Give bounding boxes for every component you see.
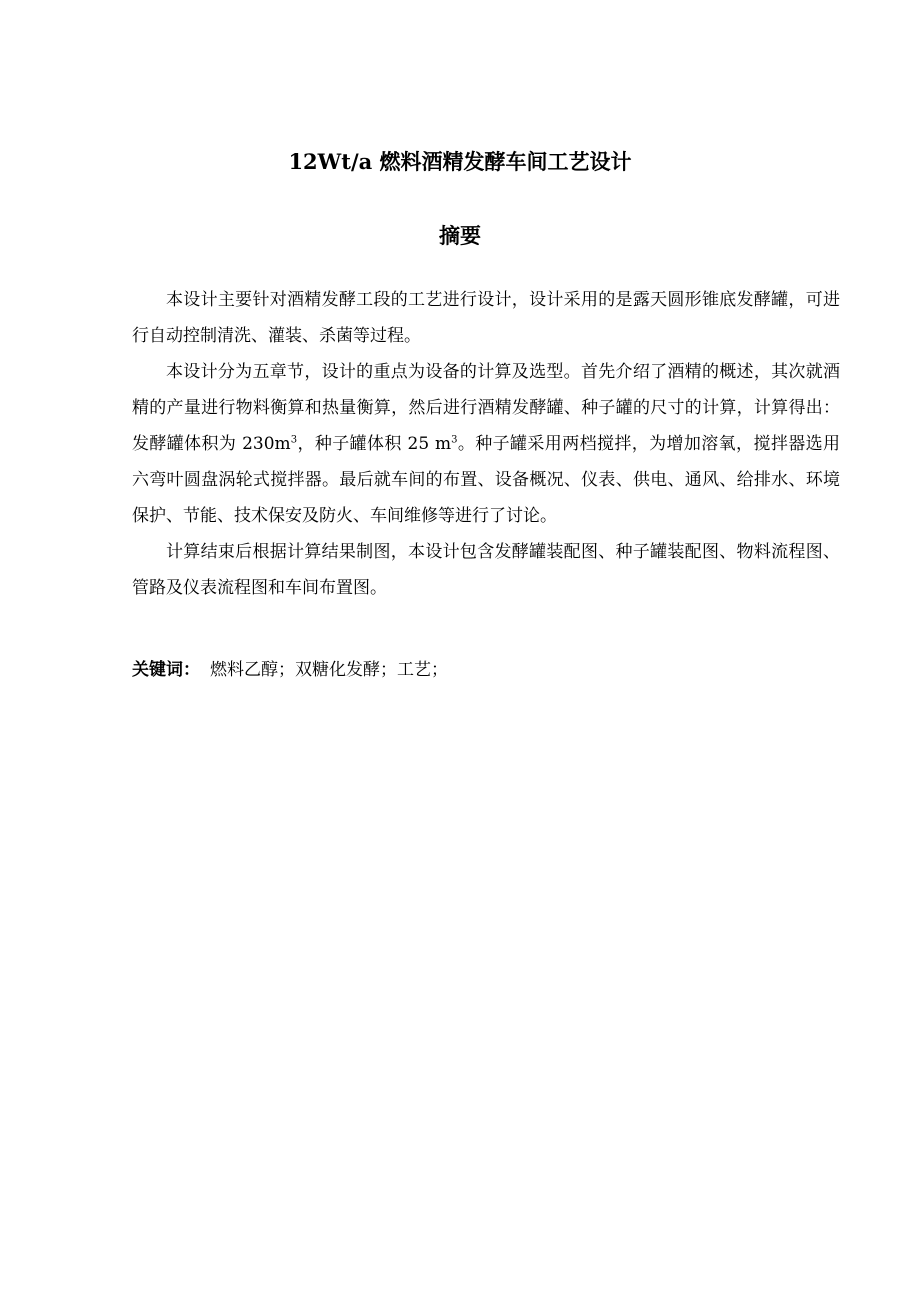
- paragraph-2-text-c: 。种子罐采用两档搅拌，为增加溶氧，搅拌器选用六弯叶圆盘涡轮式搅拌器。最后就车间的布置、设备概况、仪表、供电、通风、给排水、环境保护、节能、技术保安及防火、车间维修等进行了讨论。: [132, 434, 840, 526]
- abstract-body: [132, 282, 840, 606]
- abstract-paragraph-3: 计算结束后根据计算结果制图，本设计包含发酵罐装配图、种子罐装配图、物料流程图、管路及仪表流程图和车间布置图。: [132, 542, 840, 598]
- keywords-line: [132, 656, 840, 684]
- paragraph-2-text-a: 本设计分为五章节，设计的重点为设备的计算及选型。首先介绍了酒精的概述，其次就酒精的产量进行物料衡算和热量衡算，然后进行酒精发酵罐、种子罐的尺寸的计算，计算得出：发酵罐体积为 230m: [132, 362, 840, 454]
- abstract-heading: 摘要: [439, 223, 481, 248]
- abstract-paragraph-1: 本设计主要针对酒精发酵工段的工艺进行设计，设计采用的是露天圆形锥底发酵罐，可进行自动控制清洗、灌装、杀菌等过程。: [132, 290, 840, 346]
- keywords-value: 燃料乙醇；双糖化发酵；工艺；: [210, 660, 448, 680]
- unit-superscript-2: 3: [451, 434, 458, 446]
- unit-superscript-1: 3: [290, 434, 298, 446]
- abstract-paragraph-2: [132, 354, 840, 534]
- keywords-label: 关键词：: [132, 660, 200, 680]
- document-title: 12Wt/a 燃料酒精发酵车间工艺设计: [288, 149, 632, 174]
- paragraph-2-text-b: ，种子罐体积 25 m: [297, 434, 452, 454]
